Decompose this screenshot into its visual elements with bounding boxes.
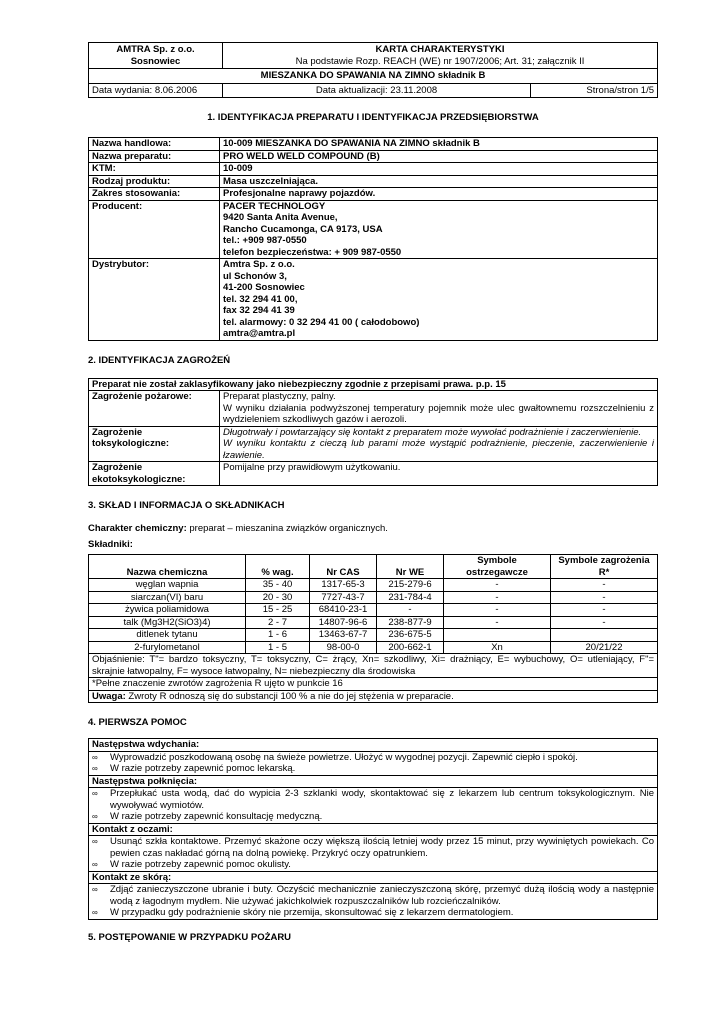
ingredient-cell: 20/21/22 [551, 641, 658, 654]
first-aid-heading: Następstwa wdychania: [89, 739, 658, 752]
ingredients-table [88, 554, 658, 703]
page-number: Strona/stron 1/5 [531, 83, 658, 98]
identification-row [89, 138, 658, 151]
ingredient-cell: 2 - 7 [246, 616, 310, 629]
first-aid-item [92, 836, 654, 859]
field-value-line: Profesjonalne naprawy pojazdów. [223, 188, 376, 199]
ingredient-cell: 2-furylometanol [89, 641, 246, 654]
field-label: Rodzaj produktu: [89, 175, 220, 188]
first-aid-item-text: W przypadku gdy podrażnienie skóry nie przemija, skonsultować się z lekarzem dermatologiem. [110, 907, 514, 918]
identification-row [89, 163, 658, 176]
ingredient-cell: 1 - 6 [246, 629, 310, 642]
first-aid-heading-row [89, 775, 658, 788]
ingredient-cell: 238-877-9 [377, 616, 444, 629]
fire-hazard-line-1: Preparat plastyczny, palny. [223, 391, 336, 402]
field-value-line: PACER TECHNOLOGY [223, 200, 326, 212]
first-aid-item [92, 907, 654, 919]
ingredient-cell: 215-279-6 [377, 579, 444, 592]
ingredient-cell: 98-00-0 [310, 641, 377, 654]
first-aid-item-text: W razie potrzeby zapewnić pomoc lekarską. [110, 763, 296, 774]
field-label: Producent: [89, 200, 220, 259]
first-aid-item [92, 763, 654, 775]
field-value-line: amtra@amtra.pl [223, 328, 296, 339]
chemical-character [88, 523, 658, 534]
field-label: KTM: [89, 163, 220, 176]
ingredient-cell: - [444, 591, 551, 604]
chemical-character-value: preparat – mieszanina związków organicznych. [186, 523, 388, 534]
identification-row [89, 259, 658, 341]
ingredients-label: Składniki: [88, 539, 133, 550]
ingredient-cell: 7727-43-7 [310, 591, 377, 604]
ingredient-cell: siarczan(VI) baru [89, 591, 246, 604]
first-aid-items [89, 884, 658, 920]
first-aid-item-text: Przepłukać usta wodą, dać do wypicia 2-3 szklanki wody, skontaktować się z lekarzem lub centrum toksykologicznym. Nie wywoływać wymiotów. [110, 788, 654, 811]
r-phrases-footnote: *Pełne znaczenie zwrotów zagrożenia R ujęto w punkcie 16 [89, 678, 658, 691]
ingredient-cell: węglan wapnia [89, 579, 246, 592]
first-aid-table [88, 738, 658, 920]
infinity-bullet-icon: ∞ [92, 812, 98, 821]
fire-hazard-label: Zagrożenie pożarowe: [89, 391, 220, 427]
ingredient-cell: talk (Mg3H2(SiO3)4) [89, 616, 246, 629]
ingredient-row [89, 616, 658, 629]
document-page [88, 42, 658, 943]
tox-label-line-1: Zagrożenie [92, 426, 143, 438]
section-1-title: 1. IDENTYFIKACJA PREPARATU I IDENTYFIKACJA PRZEDSIĘBIORSTWA [207, 112, 539, 123]
first-aid-item-text: Wyprowadzić poszkodowaną osobę na świeże powietrze. Ułożyć w wygodnej pozycji. Zapewnić ciepło i spokój. [110, 751, 578, 763]
classification-banner: Preparat nie został zaklasyfikowany jako niebezpieczny zgodnie z przepisami prawa. p.p. 15 [89, 378, 658, 391]
field-label: Dystrybutor: [89, 259, 220, 341]
field-value-line: fax 32 294 41 39 [223, 305, 295, 316]
eco-label-line-2: ekotoksykologiczne: [92, 473, 186, 485]
ingredient-cell: 1317-65-3 [310, 579, 377, 592]
field-value-line: tel. alarmowy: 0 32 294 41 00 ( całodobowo) [223, 316, 420, 328]
first-aid-item-text: Usunąć szkła kontaktowe. Przemyć skażone oczy większą ilością letniej wody przez 15 minut, przy wywiniętych powiekach. Co pewien czas nakładać górną na dolną powiekę. Przykryć oczy opatrunkiem. [110, 836, 654, 859]
document-header [88, 42, 658, 98]
first-aid-item [92, 788, 654, 811]
section-4-title: 4. PIERWSZA POMOC [88, 717, 187, 728]
first-aid-heading: Następstwa połknięcia: [89, 775, 658, 788]
eco-label-line-1: Zagrożenie [92, 462, 143, 473]
ingredient-cell: 13463-67-7 [310, 629, 377, 642]
first-aid-items [89, 788, 658, 824]
ingredient-cell: 14807-96-6 [310, 616, 377, 629]
eco-hazard-label [89, 462, 220, 486]
ingredient-cell: 20 - 30 [246, 591, 310, 604]
field-value [220, 163, 658, 176]
ingredient-cell: 1 - 5 [246, 641, 310, 654]
identification-row [89, 200, 658, 259]
field-value-line: 10-009 MIESZANKA DO SPAWANIA NA ZIMNO składnik B [223, 138, 480, 149]
tox-label-line-2: toksykologiczne: [92, 438, 170, 449]
ingredient-cell: ditlenek tytanu [89, 629, 246, 642]
first-aid-items [89, 751, 658, 775]
first-aid-heading: Kontakt ze skórą: [89, 871, 658, 884]
ingredient-cell: - [377, 604, 444, 617]
field-value-line: PRO WELD WELD COMPOUND (B) [223, 150, 380, 162]
ingredient-row [89, 629, 658, 642]
tox-hazard-line-2: W wyniku kontaktu z cieczą lub parami może wystąpić podrażnienie, pieczenie, zaczerwienienie i łzawienie. [223, 438, 654, 461]
ingredient-cell: Xn [444, 641, 551, 654]
field-label: Nazwa handlowa: [89, 138, 220, 151]
ingredient-cell: - [551, 604, 658, 617]
ingredient-cell: 200-662-1 [377, 641, 444, 654]
ingredient-cell: - [444, 604, 551, 617]
section-3-title: 3. SKŁAD I INFORMACJA O SKŁADNIKACH [88, 500, 285, 511]
field-value-line: ul Schonów 3, [223, 270, 287, 282]
title-cell [223, 43, 658, 69]
first-aid-item [92, 811, 654, 823]
section-5-title: 5. POSTĘPOWANIE W PRZYPADKU POŻARU [88, 931, 292, 943]
document-basis: Na podstawie Rozp. REACH (WE) nr 1907/2006; Art. 31; załącznik II [295, 55, 585, 67]
ingredient-row [89, 641, 658, 654]
ingredient-cell: - [551, 616, 658, 629]
update-date: Data aktualizacji: 23.11.2008 [223, 83, 531, 98]
first-aid-items-row [89, 788, 658, 824]
field-value [220, 188, 658, 201]
tox-hazard-line-1: Długotrwały i powtarzający się kontakt z preparatem może wywołać podrażnienie i zaczerwienienie. [223, 426, 642, 438]
infinity-bullet-icon: ∞ [92, 860, 98, 869]
company-cell [89, 43, 223, 69]
infinity-bullet-icon: ∞ [92, 764, 98, 773]
field-value [220, 200, 658, 259]
field-value-line: tel.: +909 987-0550 [223, 235, 307, 246]
field-value-line: Rancho Cucamonga, CA 9173, USA [223, 223, 383, 235]
concentration-note [89, 690, 658, 703]
eco-hazard-value: Pomijalne przy prawidłowym użytkowaniu. [220, 462, 658, 486]
first-aid-heading-row [89, 739, 658, 752]
field-value [220, 138, 658, 151]
field-label: Nazwa preparatu: [89, 150, 220, 163]
ingredient-cell: 231-784-4 [377, 591, 444, 604]
first-aid-item [92, 859, 654, 871]
field-value-line: Amtra Sp. z o.o. [223, 259, 295, 270]
ingredient-cell: - [444, 616, 551, 629]
first-aid-heading: Kontakt z oczami: [89, 823, 658, 836]
note-label: Uwaga: [92, 690, 126, 702]
first-aid-item-text: W razie potrzeby zapewnić konsultację medyczną. [110, 811, 323, 822]
ingredients-column-header: Nr CAS [310, 555, 377, 579]
ingredients-column-header: Nazwa chemiczna [89, 555, 246, 579]
fire-hazard-line-2: W wyniku działania podwyższonej temperatury pojemnik może ulec gwałtownemu rozszczelnieniu z wydzieleniem szkodliwych gazów i aerozoli. [223, 402, 654, 425]
field-value-line: 10-009 [223, 163, 253, 174]
identification-row [89, 150, 658, 163]
infinity-bullet-icon: ∞ [92, 885, 98, 894]
first-aid-items [89, 836, 658, 872]
issue-date: Data wydania: 8.06.2006 [89, 83, 223, 98]
document-title: KARTA CHARAKTERYSTYKI [375, 44, 505, 55]
section-2-title: 2. IDENTYFIKACJA ZAGROŻEŃ [88, 354, 231, 366]
note-text: Zwroty R odnoszą się do substancji 100 % a nie do jej stężenia w preparacie. [125, 690, 454, 702]
ingredient-cell: 15 - 25 [246, 604, 310, 617]
tox-hazard-label [89, 426, 220, 462]
field-value-line: 9420 Santa Anita Avenue, [223, 212, 338, 223]
first-aid-heading-row [89, 871, 658, 884]
infinity-bullet-icon: ∞ [92, 752, 98, 762]
ingredients-column-header: Nr WE [377, 555, 444, 579]
ingredient-row [89, 579, 658, 592]
field-value [220, 150, 658, 163]
field-value-line: 41-200 Sosnowiec [223, 282, 305, 293]
first-aid-item [92, 752, 654, 764]
ingredient-cell: - [444, 579, 551, 592]
hazards-table [88, 378, 658, 487]
first-aid-item [92, 884, 654, 907]
identification-table [88, 137, 658, 341]
company-name: AMTRA Sp. z o.o. [116, 44, 195, 55]
ingredient-cell: 35 - 40 [246, 579, 310, 592]
identification-row [89, 175, 658, 188]
first-aid-items-row [89, 884, 658, 920]
field-value-line: Masa uszczelniająca. [223, 175, 319, 187]
first-aid-items-row [89, 836, 658, 872]
ingredient-cell [444, 629, 551, 642]
field-value [220, 175, 658, 188]
infinity-bullet-icon: ∞ [92, 837, 98, 846]
ingredient-cell: - [551, 591, 658, 604]
chemical-character-label: Charakter chemiczny: [88, 523, 187, 534]
field-label: Zakres stosowania: [89, 188, 220, 201]
identification-row [89, 188, 658, 201]
ingredients-column-header: % wag. [246, 555, 310, 579]
field-value-line: telefon bezpieczeństwa: + 909 987-0550 [223, 246, 402, 258]
first-aid-item-text: Zdjąć zanieczyszczone ubranie i buty. Oczyścić mechanicznie zanieczyszczoną skórę, przemyć dużą ilością wody a następnie wodą z łagodnym mydłem. Nie używać jakichkolwiek rozpuszczalników lub rozcieńczalników. [110, 884, 654, 907]
tox-hazard-value [220, 426, 658, 462]
ingredient-cell: 68410-23-1 [310, 604, 377, 617]
fire-hazard-value [220, 391, 658, 427]
ingredient-cell [551, 629, 658, 642]
field-value-line: tel. 32 294 41 00, [223, 293, 298, 305]
ingredient-cell: - [551, 579, 658, 592]
product-name: MIESZANKA DO SPAWANIA NA ZIMNO składnik B [89, 69, 658, 84]
infinity-bullet-icon: ∞ [92, 789, 98, 798]
ingredient-cell: żywica poliamidowa [89, 604, 246, 617]
field-value [220, 259, 658, 341]
symbols-explanation: Objaśnienie: T"= bardzo toksyczny, T= toksyczny, C= żrący, Xn= szkodliwy, Xi= drażniący, E= wybuchowy, O= utleniający, F"= skrajnie łatwopalny, F= wysoce łatwopalny, N= niebezpieczny dla środowiska [89, 654, 658, 678]
ingredient-row [89, 604, 658, 617]
ingredients-column-header: Symbole zagrożenia R* [551, 555, 658, 579]
first-aid-heading-row [89, 823, 658, 836]
ingredient-cell: 236-675-5 [377, 629, 444, 642]
company-city: Sosnowiec [130, 55, 181, 67]
first-aid-items-row [89, 751, 658, 775]
first-aid-item-text: W razie potrzeby zapewnić pomoc okulisty. [110, 859, 291, 870]
infinity-bullet-icon: ∞ [92, 908, 98, 917]
ingredients-column-header: Symbole ostrzegawcze [444, 555, 551, 579]
ingredient-row [89, 591, 658, 604]
